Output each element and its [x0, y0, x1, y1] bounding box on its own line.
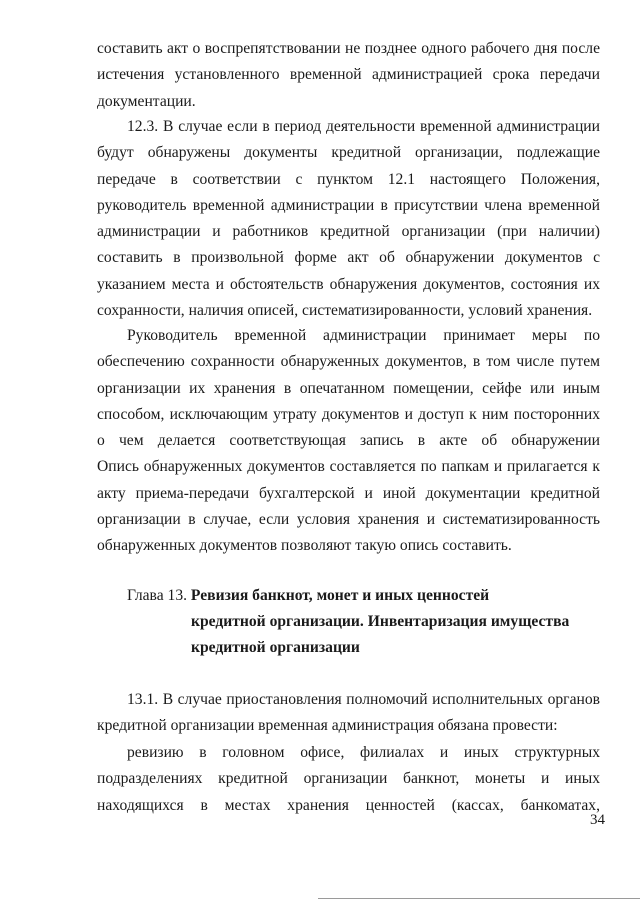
- text-line: кредитной организации временная администрация обязана провести:: [97, 717, 558, 735]
- text-line: подразделениях кредитной организации банкнот, монеты и иных: [97, 770, 600, 788]
- page-number: 34: [590, 812, 605, 828]
- text-line: организации в случае, если условия хранения и систематизированность: [97, 511, 600, 529]
- text-line: указанием места и обстоятельств обнаружения документов, состояния их: [97, 275, 600, 293]
- chapter-heading-line-3: кредитной организации: [191, 639, 360, 656]
- paragraph-continuation: [97, 36, 600, 115]
- text-line: способом, исключающим утрату документов и доступ к ним посторонних: [97, 405, 600, 423]
- text-line: Опись обнаруженных документов составляется по папкам и прилагается к: [97, 458, 600, 476]
- text-line: ревизию в головном офисе, филиалах и иных структурных: [127, 744, 600, 761]
- text-line: руководитель временной администрации в присутствии члена временной: [97, 196, 600, 214]
- text-line: передаче в соответствии с пунктом 12.1 настоящего Положения,: [97, 170, 600, 188]
- paragraph-12-3: [97, 114, 600, 324]
- paragraph-audit: [97, 740, 600, 819]
- text-line: сохранности, наличия описей, систематизированности, условий хранения.: [97, 302, 593, 320]
- text-line: Руководитель временной администрации принимает меры по: [127, 327, 600, 344]
- text-line: истечения установленного временной администрацией срока передачи: [97, 66, 600, 84]
- text-line: обнаруженных документов позволяют такую опись составить.: [97, 537, 512, 555]
- text-line: составить в произвольной форме акт об обнаружении документов с: [97, 249, 600, 267]
- text-line: акту приема-передачи бухгалтерской и иной документации кредитной: [97, 484, 600, 502]
- chapter-title: Ревизия банкнот, монет и иных ценностей: [190, 587, 490, 604]
- text-line: организации их хранения в опечатанном помещении, сейфе или иным: [97, 379, 600, 397]
- chapter-heading-line-2: кредитной организации. Инвентаризация имущества: [191, 613, 570, 630]
- chapter-number: Глава 13.: [127, 587, 188, 604]
- text-line: будут обнаружены документы кредитной организации, подлежащие: [97, 144, 600, 162]
- chapter-heading-line-1: [127, 583, 489, 609]
- text-line: о чем делается соответствующая запись в акте об обнаружении: [97, 432, 600, 450]
- paragraph-13-1: [97, 687, 600, 740]
- paragraph-custody-measures: [97, 323, 600, 560]
- text-line: администрации и работников кредитной организации (при наличии): [97, 223, 600, 241]
- text-line: 12.3. В случае если в период деятельности временной администрации: [127, 118, 600, 135]
- text-line: обеспечению сохранности обнаруженных документов, в том числе путем: [97, 353, 600, 371]
- text-line: 13.1. В случае приостановления полномочий исполнительных органов: [127, 691, 600, 708]
- text-line: находящихся в местах хранения ценностей (кассах, банкоматах,: [97, 796, 600, 814]
- text-line: документации.: [97, 92, 196, 110]
- text-line: составить акт о воспрепятствовании не позднее одного рабочего дня после: [97, 40, 600, 57]
- scan-edge-divider: [318, 898, 640, 899]
